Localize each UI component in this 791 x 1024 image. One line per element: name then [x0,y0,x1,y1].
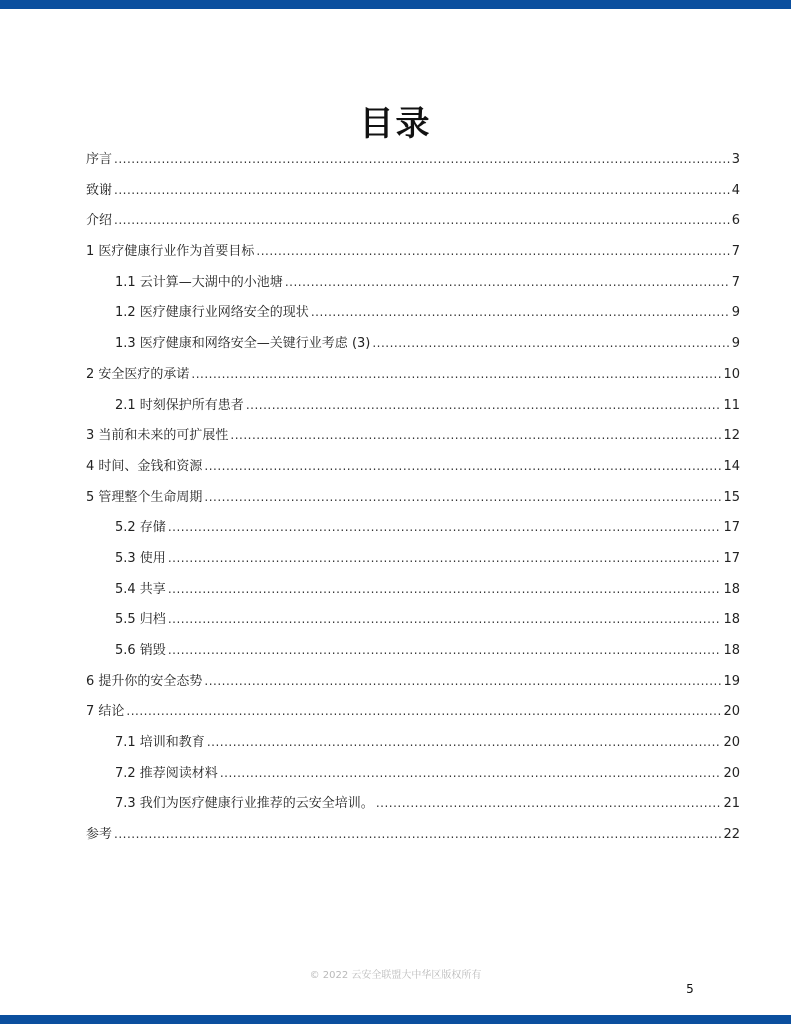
toc-subentry[interactable] [86,758,740,789]
toc-entry-page: 22 [723,827,740,843]
toc-entry-page: 9 [731,336,740,352]
toc-leader-dots [230,420,721,451]
toc-leader-dots [372,328,729,359]
toc-entry-page: 17 [723,550,740,566]
toc-entry-page: 18 [723,612,740,628]
toc-entry-label: 5.2 存储 [115,520,166,536]
toc-subentry[interactable] [86,512,740,543]
toc-entry-label: 5.3 使用 [115,550,166,566]
toc-subentry[interactable] [86,328,740,359]
toc-leader-dots [376,788,722,819]
toc-entry-label: 7.1 培训和教育 [115,735,205,751]
toc-subentry[interactable] [86,297,740,328]
toc-leader-dots [114,144,730,175]
toc-subentry[interactable] [86,543,740,574]
toc-entry[interactable] [86,696,740,727]
toc-leader-dots [126,696,721,727]
toc-entry-page: 19 [723,673,740,689]
toc-leader-dots [168,574,722,605]
toc-entry[interactable] [86,819,740,850]
toc-subentry[interactable] [86,727,740,758]
top-accent-bar [0,0,791,9]
toc-leader-dots [204,666,721,697]
toc-entry-page: 20 [723,735,740,751]
toc-entry-label: 5 管理整个生命周期 [86,489,203,505]
toc-entry-page: 21 [723,796,740,812]
toc-entry-page: 14 [723,458,740,474]
toc-entry-label: 3 当前和未来的可扩展性 [86,428,229,444]
bottom-accent-bar [0,1015,791,1024]
toc-entry-page: 17 [723,520,740,536]
toc-entry-label: 7 结论 [86,704,125,720]
toc-entry-page: 20 [723,704,740,720]
toc-entry-page: 12 [723,428,740,444]
toc-subentry[interactable] [86,390,740,421]
toc-entry-label: 致谢 [86,182,113,198]
toc-entry[interactable] [86,666,740,697]
toc-entry-page: 18 [723,581,740,597]
toc-entry-page: 3 [731,152,740,167]
toc-subentry[interactable] [86,635,740,666]
page-number: 5 [686,982,694,996]
toc-entry-label: 4 时间、金钱和资源 [86,458,203,474]
toc-entry[interactable] [86,451,740,482]
table-of-contents [86,144,740,850]
toc-entry[interactable] [86,359,740,390]
toc-leader-dots [168,635,722,666]
toc-entry-page: 6 [731,213,740,229]
toc-entry[interactable] [86,144,740,175]
toc-leader-dots [204,451,721,482]
toc-leader-dots [191,359,721,390]
toc-entry-page: 11 [723,397,740,413]
toc-subentry[interactable] [86,574,740,605]
toc-entry-label: 序言 [86,152,113,167]
toc-subentry[interactable] [86,604,740,635]
toc-leader-dots [204,482,721,513]
toc-leader-dots [168,543,722,574]
toc-leader-dots [285,267,730,298]
toc-entry[interactable] [86,482,740,513]
toc-entry[interactable] [86,236,740,267]
page-title: 目录 [359,103,432,144]
toc-entry-label: 7.3 我们为医疗健康行业推荐的云安全培训。 [115,796,374,812]
toc-leader-dots [207,727,722,758]
toc-entry-label: 6 提升你的安全态势 [86,673,203,689]
toc-subentry[interactable] [86,267,740,298]
toc-entry-page: 15 [723,489,740,505]
toc-entry-label: 1.3 医疗健康和网络安全—关键行业考虑 (3) [115,336,371,352]
toc-entry-page: 10 [723,366,740,382]
toc-entry-label: 5.5 归档 [115,612,166,628]
toc-leader-dots [256,236,729,267]
toc-entry-label: 7.2 推荐阅读材料 [115,765,218,781]
toc-entry-page: 7 [731,244,740,260]
toc-entry-label: 介绍 [86,213,113,229]
toc-leader-dots [168,512,722,543]
toc-leader-dots [246,390,722,421]
toc-entry-label: 1.1 云计算—大湖中的小池塘 [115,274,283,290]
toc-entry-page: 9 [731,305,740,321]
copyright-notice: © 2022 云安全联盟大中华区版权所有 [309,970,482,981]
toc-leader-dots [311,297,730,328]
toc-entry-label: 参考 [86,827,113,843]
toc-entry[interactable] [86,205,740,236]
toc-entry[interactable] [86,175,740,206]
toc-entry-page: 20 [723,765,740,781]
toc-entry-label: 1 医疗健康行业作为首要目标 [86,244,255,260]
toc-leader-dots [114,205,730,236]
toc-entry-page: 4 [731,182,740,198]
toc-entry-page: 18 [723,643,740,658]
toc-entry-label: 5.4 共享 [115,581,166,597]
toc-leader-dots [114,819,721,850]
toc-entry-label: 5.6 销毁 [115,643,166,658]
toc-leader-dots [220,758,722,789]
toc-entry-label: 2 安全医疗的承诺 [86,366,190,382]
toc-leader-dots [168,604,722,635]
toc-entry[interactable] [86,420,740,451]
toc-entry-label: 1.2 医疗健康行业网络安全的现状 [115,305,309,321]
toc-entry-page: 7 [731,274,740,290]
toc-subentry[interactable] [86,788,740,819]
toc-leader-dots [114,175,730,206]
toc-entry-label: 2.1 时刻保护所有患者 [115,397,244,413]
